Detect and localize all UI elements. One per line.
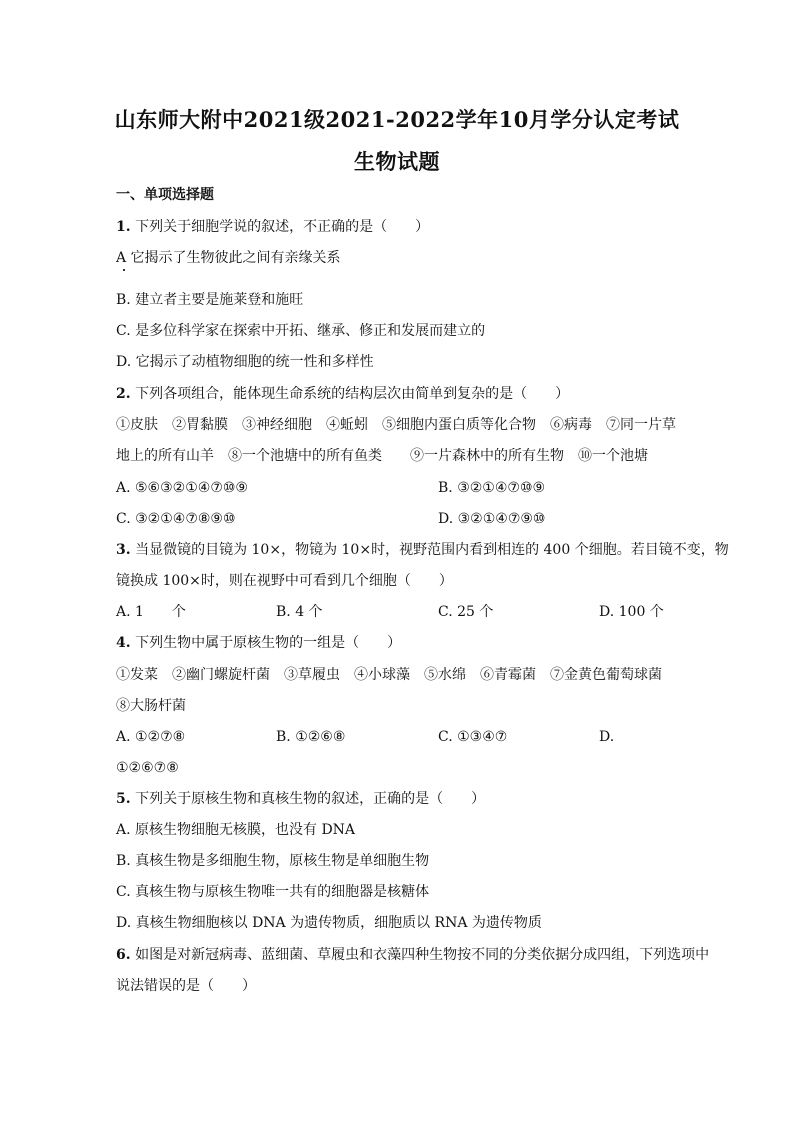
question-number: 2. xyxy=(116,386,131,402)
question-number: 3. xyxy=(116,542,131,558)
question-4 xyxy=(116,633,401,653)
q2-items-line2: 地上的所有山羊 ⑧一个池塘中的所有鱼类 ⑨一片森林中的所有生物 ⑩一个池塘 xyxy=(116,448,648,464)
q3-stem-line2: 镜换成 100×时，则在视野中可看到几个细胞（ ） xyxy=(116,573,453,589)
q3-option-a: A. 1 个 xyxy=(116,604,186,620)
question-number: 1. xyxy=(116,219,131,235)
q4-option-b: B. ①②⑥⑧ xyxy=(276,729,346,745)
q4-option-a: A. ①②⑦⑧ xyxy=(116,729,186,745)
q5-option-b: B. 真核生物是多细胞生物，原核生物是单细胞生物 xyxy=(116,853,430,869)
question-number: 5. xyxy=(116,791,131,807)
question-3 xyxy=(116,540,729,560)
q2-items-line1: ①皮肤 ②胃黏膜 ③神经细胞 ④蚯蚓 ⑤细胞内蛋白质等化合物 ⑥病毒 ⑦同一片草 xyxy=(116,417,676,433)
question-5 xyxy=(116,789,485,809)
q5-option-c: C. 真核生物与原核生物唯一共有的细胞器是核糖体 xyxy=(116,884,430,900)
q4-option-d-items: ①②⑥⑦⑧ xyxy=(116,760,179,776)
q6-stem-line2: 说法错误的是（ ） xyxy=(116,978,256,994)
q1-option-b: B. 建立者主要是施莱登和施旺 xyxy=(116,292,304,308)
exam-subtitle: 生物试题 xyxy=(354,149,440,174)
q4-option-d: D. xyxy=(599,729,615,745)
question-1 xyxy=(116,217,429,237)
q3-option-c: C. 25 个 xyxy=(438,604,494,620)
q1-option-a: A 它揭示了生物彼此之间有亲缘关系 xyxy=(116,250,341,266)
q2-option-c: C. ③②①④⑦⑧⑨⑩ xyxy=(116,511,236,527)
question-6 xyxy=(116,945,709,965)
q5-option-d: D. 真核生物细胞核以 DNA 为遗传物质，细胞质以 RNA 为遗传物质 xyxy=(116,915,542,931)
q2-option-d: D. ③②①④⑦⑨⑩ xyxy=(438,511,546,527)
q5-option-a: A. 原核生物细胞无核膜，也没有 DNA xyxy=(116,822,356,838)
q1-option-c: C. 是多位科学家在探索中开拓、继承、修正和发展而建立的 xyxy=(116,323,486,339)
question-stem: 下列关于原核生物和真核生物的叙述，正确的是（ ） xyxy=(135,791,486,807)
q4-items-line1: ①发菜 ②幽门螺旋杆菌 ③草履虫 ④小球藻 ⑤水绵 ⑥青霉菌 ⑦金黄色葡萄球菌 xyxy=(116,667,662,683)
section-heading: 一、单项选择题 xyxy=(116,187,214,203)
question-number: 6. xyxy=(116,947,131,963)
exam-title: 山东师大附中2021级2021-2022学年10月学分认定考试 xyxy=(114,107,680,132)
question-2 xyxy=(116,384,569,404)
question-stem: 下列生物中属于原核生物的一组是（ ） xyxy=(135,635,402,651)
q2-option-b: B. ③②①④⑦⑩⑨ xyxy=(438,480,546,496)
question-stem: 下列各项组合，能体现生命系统的结构层次由简单到复杂的是（ ） xyxy=(135,386,570,402)
question-stem: 下列关于细胞学说的叙述，不正确的是（ ） xyxy=(135,219,430,235)
q1-option-d: D. 它揭示了动植物细胞的统一性和多样性 xyxy=(116,354,374,370)
q3-option-b: B. 4 个 xyxy=(276,604,323,620)
question-number: 4. xyxy=(116,635,131,651)
question-stem: 如图是对新冠病毒、蓝细菌、草履虫和衣藻四种生物按不同的分类依据分成四组，下列选项中 xyxy=(135,947,710,963)
q2-option-a: A. ⑤⑥③②①④⑦⑩⑨ xyxy=(116,480,248,496)
question-stem: 当显微镜的目镜为 10×，物镜为 10×时，视野范围内看到相连的 400 个细胞。若目镜不变，物 xyxy=(135,542,729,558)
q3-option-d: D. 100 个 xyxy=(599,604,664,620)
q4-option-c: C. ①③④⑦ xyxy=(438,729,508,745)
q4-items-line2: ⑧大肠杆菌 xyxy=(116,698,186,714)
stray-mark xyxy=(123,269,125,271)
